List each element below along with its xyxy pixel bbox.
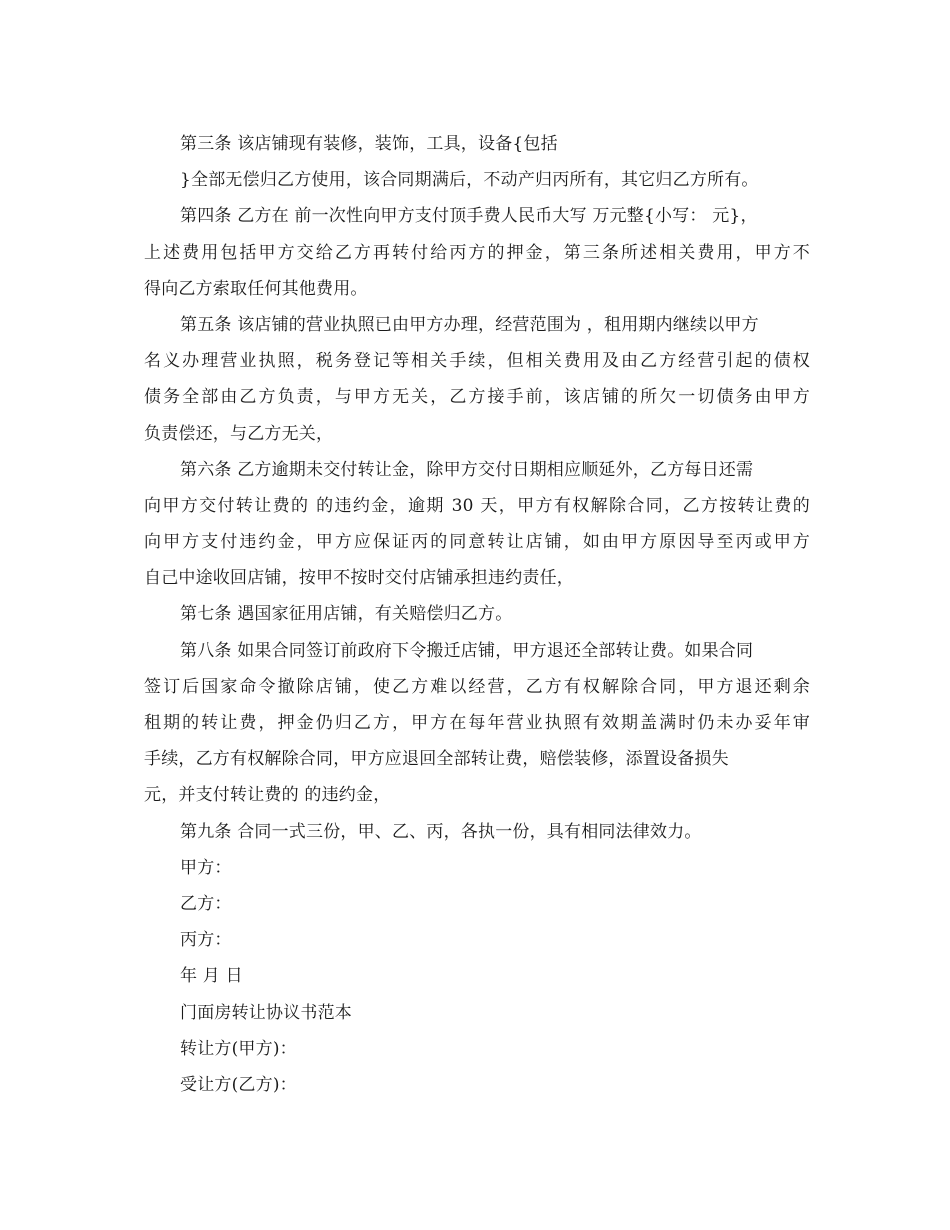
article-4-line-1: 第四条 乙方在 前一次性向甲方支付顶手费人民币大写 万元整{小写： 元}， — [180, 206, 758, 227]
article-3-line-2: }全部无偿归乙方使用，该合同期满后，不动产归丙所有，其它归乙方所有。 — [180, 170, 759, 191]
article-4-line-2: 上述费用包括甲方交给乙方再转付给丙方的押金，第三条所述相关费用，甲方不 — [144, 242, 810, 263]
article-5-line-3: 债务全部由乙方负责，与甲方无关，乙方接手前，该店铺的所欠一切债务由甲方 — [144, 387, 810, 408]
article-6-line-1: 第六条 乙方逾期未交付转让金，除甲方交付日期相应顺延外，乙方每日还需 — [180, 459, 754, 480]
article-8-line-3: 租期的转让费，押金仍归乙方，甲方在每年营业执照有效期盖满时仍未办妥年审 — [144, 713, 810, 733]
article-8-line-4: 手续，乙方有权解除合同，甲方应退回全部转让费，赔偿装修，添置设备损失 — [144, 749, 729, 770]
party-a-signature: 甲方： — [180, 857, 232, 878]
article-7-line-1: 第七条 遇国家征用店铺，有关赔偿归乙方。 — [180, 604, 513, 625]
article-8-line-1: 第八条 如果合同签订前政府下令搬迁店铺，甲方退还全部转让费。如果合同 — [180, 640, 754, 661]
article-9-line-1: 第九条 合同一式三份，甲、乙、丙，各执一份，具有相同法律效力。 — [180, 821, 702, 842]
party-b-signature: 乙方： — [180, 893, 232, 914]
transferee-label: 受让方(乙方)： — [180, 1074, 297, 1095]
section-title: 门面房转让协议书范本 — [180, 1002, 352, 1023]
article-4-line-3: 得向乙方索取任何其他费用。 — [144, 278, 368, 299]
article-6-line-2: 向甲方交付转让费的 的违约金，逾期 30 天，甲方有权解除合同，乙方按转让费的 — [144, 495, 810, 516]
party-c-signature: 丙方： — [180, 930, 232, 951]
article-3-line-1: 第三条 该店铺现有装修，装饰，工具，设备{包括 — [180, 134, 558, 154]
article-8-line-5: 元，并支付转让费的 的违约金， — [144, 785, 391, 806]
article-5-line-2: 名义办理营业执照，税务登记等相关手续，但相关费用及由乙方经营引起的债权 — [144, 351, 810, 372]
article-6-line-3: 向甲方支付违约金，甲方应保证丙的同意转让店铺，如由甲方原因导至丙或甲方 — [144, 532, 810, 553]
article-6-line-4: 自己中途收回店铺，按甲不按时交付店铺承担违约责任， — [144, 568, 574, 589]
article-5-line-4: 负责偿还，与乙方无关， — [144, 423, 334, 444]
article-8-line-2: 签订后国家命令撤除店铺，使乙方难以经营，乙方有权解除合同，甲方退还剩余 — [144, 676, 810, 697]
document-body — [144, 126, 810, 1103]
transferor-label: 转让方(甲方)： — [180, 1038, 297, 1059]
article-5-line-1: 第五条 该店铺的营业执照已由甲方办理，经营范围为 ，租用期内继续以甲方 — [180, 314, 759, 335]
signing-date: 年 月 日 — [180, 966, 243, 987]
